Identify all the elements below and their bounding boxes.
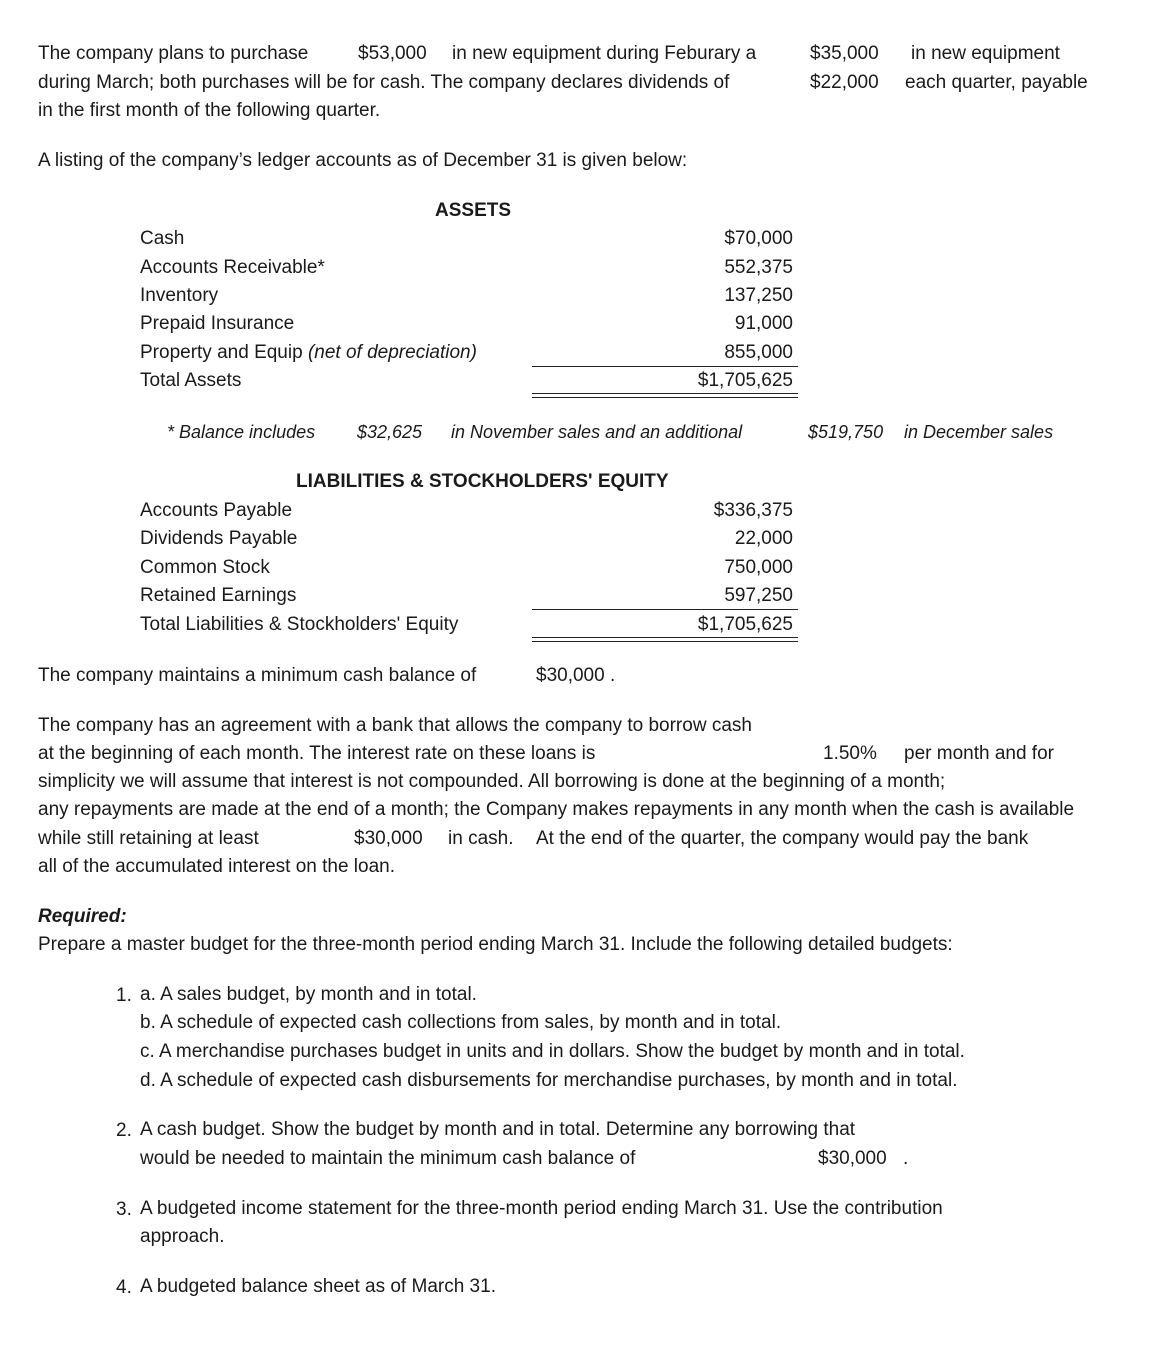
- min-cash-value: $30,000 .: [536, 665, 616, 686]
- asset-label-property-equip: [140, 341, 477, 365]
- liabilities-total-double-rule: [532, 637, 798, 642]
- listing-text: A listing of the company’s ledger accounts as of December 31 is given below:: [38, 150, 688, 171]
- liability-label-accounts-payable: Accounts Payable: [140, 500, 293, 521]
- intro-line-2a: during March; both purchases will be for cash. The company declares dividends of: [38, 72, 730, 93]
- asset-value-accounts-receivable: 552,375: [724, 257, 793, 278]
- assets-heading: ASSETS: [435, 200, 512, 221]
- asset-label-inventory: Inventory: [140, 285, 219, 306]
- required-text: Prepare a master budget for the three-month period ending March 31. Include the following detailed budgets:: [38, 934, 953, 955]
- loan-interest-rate: 1.50%: [823, 743, 877, 764]
- req-item-1c: c. A merchandise purchases budget in units and in dollars. Show the budget by month and in total.: [140, 1041, 965, 1062]
- loan-line-4: any repayments are made at the end of a month; the Company makes repayments in any month when the cash is available: [38, 799, 1075, 820]
- req-item-2-line-1: A cash budget. Show the budget by month and in total. Determine any borrowing that: [140, 1119, 856, 1140]
- assets-total-double-rule: [532, 393, 798, 398]
- equity-value-retained-earnings: 597,250: [724, 585, 793, 606]
- intro-line-1a: The company plans to purchase: [38, 43, 309, 64]
- assets-subtotal-rule: [532, 366, 798, 367]
- asset-label-cash: Cash: [140, 228, 185, 249]
- liabilities-heading: LIABILITIES & STOCKHOLDERS' EQUITY: [296, 471, 669, 492]
- asset-label-accounts-receivable: Accounts Receivable*: [140, 257, 325, 278]
- loan-line-3: simplicity we will assume that interest is not compounded. All borrowing is done at the beginning of a month;: [38, 771, 946, 792]
- req-item-3-line-1: A budgeted income statement for the three-month period ending March 31. Use the contribution: [140, 1198, 943, 1219]
- intro-line-2c: each quarter, payable: [905, 72, 1088, 93]
- asset-value-cash: $70,000: [724, 228, 793, 249]
- req-item-2-line-2: would be needed to maintain the minimum cash balance of: [140, 1148, 636, 1169]
- assets-total-value: $1,705,625: [697, 370, 793, 391]
- asset-value-property-equip: 855,000: [724, 342, 793, 363]
- liability-value-dividends-payable: 22,000: [734, 528, 793, 549]
- footnote-e: in December sales: [904, 422, 1054, 442]
- liability-value-accounts-payable: $336,375: [713, 500, 793, 521]
- loan-line-5d: At the end of the quarter, the company would pay the bank: [536, 828, 1029, 849]
- req-item-4-number: 4.: [116, 1277, 132, 1298]
- req-item-2-period: .: [903, 1148, 909, 1169]
- equity-label-common-stock: Common Stock: [140, 557, 270, 578]
- min-cash-text: The company maintains a minimum cash balance of: [38, 665, 477, 686]
- req-item-1d: d. A schedule of expected cash disbursements for merchandise purchases, by month and in total.: [140, 1070, 958, 1091]
- loan-line-2c: per month and for: [904, 743, 1054, 764]
- liability-label-dividends-payable: Dividends Payable: [140, 528, 298, 549]
- intro-dividend-amount: $22,000: [810, 72, 879, 93]
- liabilities-total-value: $1,705,625: [697, 614, 793, 635]
- liabilities-total-label: Total Liabilities & Stockholders' Equity: [140, 614, 459, 635]
- liabilities-subtotal-rule: [532, 609, 798, 610]
- intro-equipment-feb-amount: $53,000: [358, 43, 427, 64]
- req-item-1b: b. A schedule of expected cash collections from sales, by month and in total.: [140, 1012, 782, 1033]
- req-item-4-line-1: A budgeted balance sheet as of March 31.: [140, 1276, 496, 1297]
- loan-line-2a: at the beginning of each month. The interest rate on these loans is: [38, 743, 596, 764]
- footnote-a: * Balance includes: [167, 422, 316, 442]
- req-item-2-min-balance: $30,000: [818, 1148, 887, 1169]
- footnote-c: in November sales and an additional: [451, 422, 743, 442]
- req-item-3-line-2: approach.: [140, 1226, 225, 1247]
- req-item-3-number: 3.: [116, 1199, 132, 1220]
- req-item-1-number: 1.: [116, 985, 132, 1006]
- asset-value-prepaid-insurance: 91,000: [734, 313, 793, 334]
- equity-label-retained-earnings: Retained Earnings: [140, 585, 297, 606]
- asset-label-prepaid-insurance: Prepaid Insurance: [140, 313, 295, 334]
- loan-line-5c: in cash.: [448, 828, 514, 849]
- asset-value-inventory: 137,250: [724, 285, 793, 306]
- req-item-1a: a. A sales budget, by month and in total.: [140, 984, 477, 1005]
- loan-line-1: The company has an agreement with a bank that allows the company to borrow cash: [38, 715, 752, 736]
- loan-min-balance: $30,000: [354, 828, 423, 849]
- asset-label-property-equip-main: Property and Equip: [140, 342, 303, 363]
- equity-value-common-stock: 750,000: [724, 557, 793, 578]
- assets-total-label: Total Assets: [140, 370, 242, 391]
- footnote-november-amount: $32,625: [357, 422, 423, 442]
- asset-label-property-equip-note: (net of depreciation): [307, 342, 477, 363]
- intro-line-3: in the first month of the following quarter.: [38, 100, 381, 121]
- intro-equipment-mar-amount: $35,000: [810, 43, 879, 64]
- intro-line-1e: in new equipment: [911, 43, 1060, 64]
- footnote-december-amount: $519,750: [808, 422, 884, 442]
- required-heading: Required:: [38, 906, 127, 927]
- loan-line-5a: while still retaining at least: [38, 828, 259, 849]
- req-item-2-number: 2.: [116, 1120, 132, 1141]
- loan-line-6: all of the accumulated interest on the loan.: [38, 856, 396, 877]
- intro-line-1c: in new equipment during Feburary a: [452, 43, 757, 64]
